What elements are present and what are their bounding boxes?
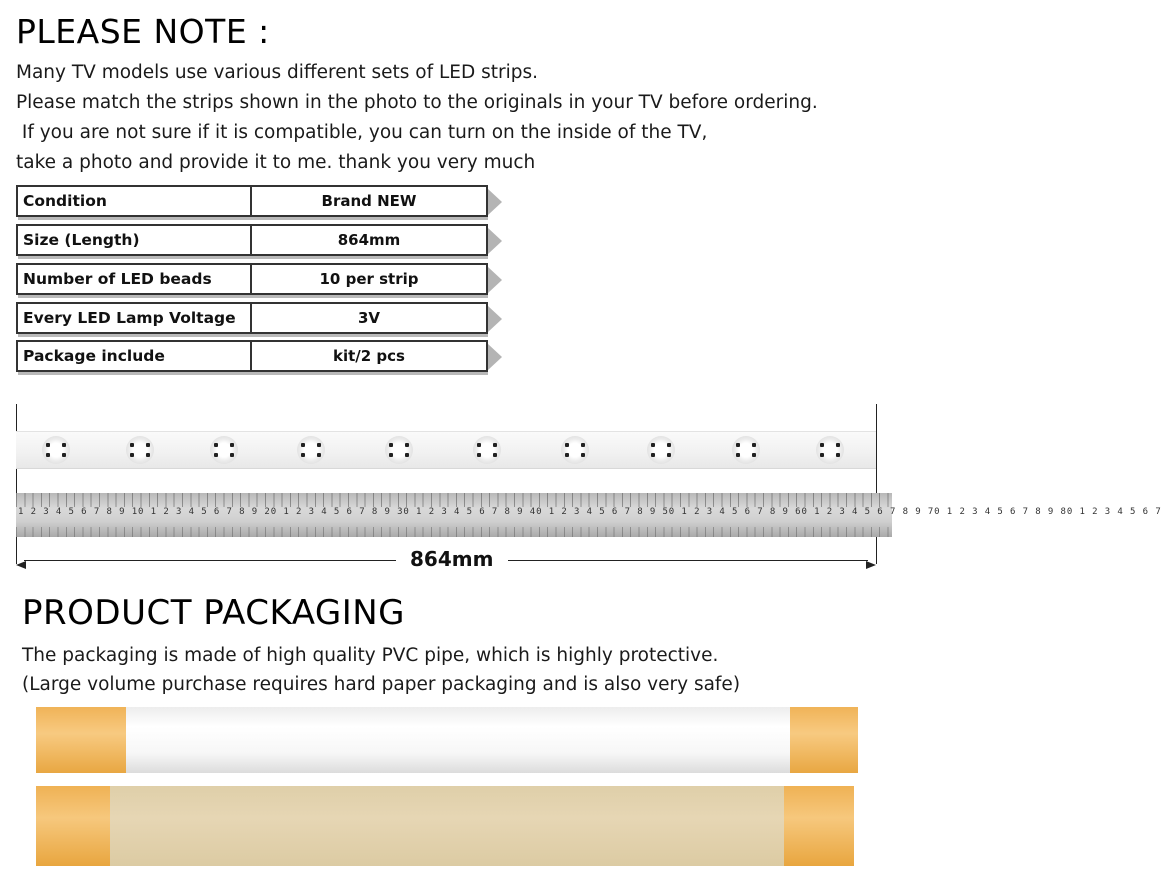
dimension-label: 864mm xyxy=(410,547,494,571)
spec-value: 10 per strip xyxy=(250,263,488,295)
row-arrow-icon xyxy=(488,306,502,332)
row-shadow xyxy=(18,217,488,220)
spec-value: kit/2 pcs xyxy=(250,340,488,372)
led-bead-icon xyxy=(42,436,70,464)
packaging-line-2: (Large volume purchase requires hard paper packaging and is also very safe) xyxy=(22,674,741,695)
row-arrow-icon xyxy=(488,228,502,254)
spec-label: Number of LED beads xyxy=(16,263,252,295)
packaging-title: PRODUCT PACKAGING xyxy=(22,593,406,633)
ruler-numbers: 1 2 3 4 5 6 7 8 9 10 1 2 3 4 5 6 7 8 9 20 1 2 3 4 5 6 7 8 9 30 1 2 3 4 5 6 7 8 9 40 1 2 3 4 5 6 7 8 9 50 1 2 3 4 5 6 7 8 9 60 1 2 3 4 5 6 7 8 9 70 1 2 3 4 5 6 7 8 9 80 1 2 3 4 5 6 7 xyxy=(18,507,1162,517)
spec-row-package xyxy=(16,340,504,376)
spec-value: 864mm xyxy=(250,224,488,256)
measuring-ruler-image xyxy=(16,493,1162,537)
note-line-4: take a photo and provide it to me. thank you very much xyxy=(16,152,536,173)
led-bead-icon xyxy=(732,436,760,464)
row-shadow xyxy=(18,295,488,298)
spec-label: Package include xyxy=(16,340,252,372)
row-arrow-icon xyxy=(488,344,502,370)
dimension-line-right xyxy=(508,560,868,561)
led-bead-icon xyxy=(210,436,238,464)
spec-row-size xyxy=(16,224,504,260)
paper-tube-image xyxy=(36,786,854,866)
note-line-2: Please match the strips shown in the photo to the originals in your TV before ordering. xyxy=(16,92,818,113)
row-arrow-icon xyxy=(488,189,502,215)
note-line-3: If you are not sure if it is compatible, you can turn on the inside of the TV, xyxy=(16,122,708,143)
tape-right xyxy=(790,707,858,773)
row-shadow xyxy=(18,334,488,337)
spec-row-voltage xyxy=(16,302,504,338)
spec-label: Condition xyxy=(16,185,252,217)
spec-value: 3V xyxy=(250,302,488,334)
packaging-line-1: The packaging is made of high quality PVC pipe, which is highly protective. xyxy=(22,645,719,666)
led-strip-image xyxy=(16,431,876,469)
dimension-left-tick xyxy=(16,404,17,564)
note-text xyxy=(16,58,818,178)
pvc-pipe-image xyxy=(36,707,858,773)
led-bead-icon xyxy=(816,436,844,464)
row-shadow xyxy=(18,256,488,259)
led-bead-icon xyxy=(473,436,501,464)
led-bead-icon xyxy=(385,436,413,464)
spec-row-led-beads xyxy=(16,263,504,299)
led-bead-icon xyxy=(647,436,675,464)
spec-row-condition xyxy=(16,185,504,221)
spec-label: Size (Length) xyxy=(16,224,252,256)
led-bead-icon xyxy=(126,436,154,464)
note-title: PLEASE NOTE : xyxy=(16,12,270,51)
row-arrow-icon xyxy=(488,267,502,293)
arrow-right-icon xyxy=(866,555,876,565)
dimension-right-tick xyxy=(876,404,877,564)
dimension-line-left xyxy=(24,560,396,561)
note-line-1: Many TV models use various different sets of LED strips. xyxy=(16,62,539,83)
row-shadow xyxy=(18,372,488,375)
spec-label: Every LED Lamp Voltage xyxy=(16,302,252,334)
spec-value: Brand NEW xyxy=(250,185,488,217)
ruler-ticks xyxy=(16,493,892,507)
tape-left xyxy=(36,786,110,866)
tape-left xyxy=(36,707,126,773)
led-bead-icon xyxy=(297,436,325,464)
tape-right xyxy=(784,786,854,866)
ruler-ticks xyxy=(16,527,892,537)
led-bead-icon xyxy=(561,436,589,464)
